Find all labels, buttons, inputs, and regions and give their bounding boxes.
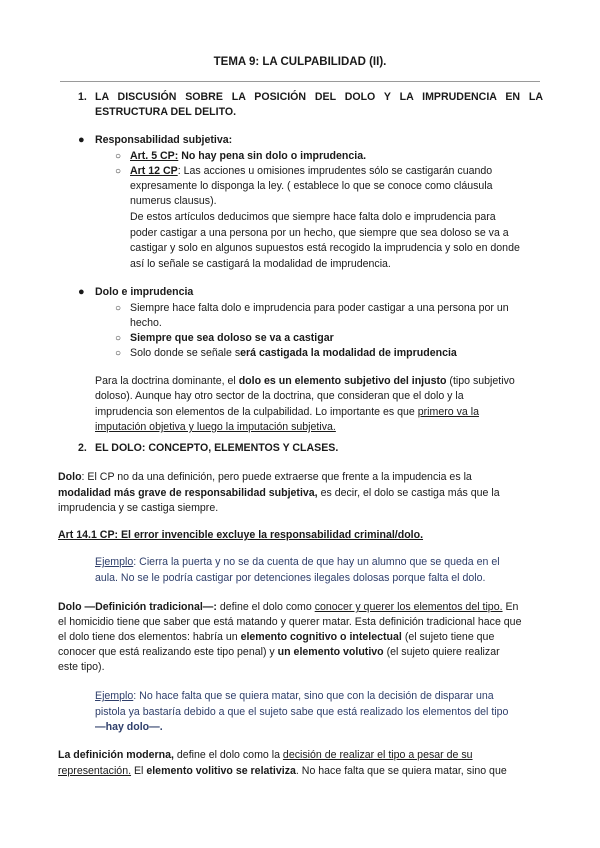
bullet2-sub3 [130,346,457,362]
example2-line1 [95,689,494,705]
modern-text: define el dolo como la [173,749,283,761]
traditional-term: Dolo —Definición tradicional—: [58,601,217,613]
section1-number: 1. [78,91,87,103]
dolo-def-line3: imprudencia y se castiga siempre. [58,502,219,514]
sub-bullet-icon: ○ [115,333,122,344]
bullet2-sub1-line2: hecho. [130,317,162,329]
bullet1-para-line1: De estos artículos deducimos que siempre hace falta dolo e imprudencia para [130,211,496,223]
doctrine-text: Para la doctrina dominante, el [95,375,239,387]
example1-line1 [95,555,500,571]
dolo-term: Dolo [58,471,82,483]
example2-line2: pistola ya bastaría debido a que el sujeto sabe que está realizado los elementos del tipo [95,706,509,718]
doctrine-line2: doloso). Aunque hay otro sector de la doctrina, que consideran que el dolo y la [95,390,464,402]
dolo-text: : El CP no da una definición, pero puede extraerse que frente a la impudencia es la [81,471,472,483]
bullet-marker: ● [78,286,85,298]
sub3-bold: erá castigada la modalidad de imprudencia [240,347,457,359]
modern-text: El [131,765,147,777]
doctrine-text: (tipo subjetivo [446,375,515,387]
bullet1-sub1 [130,149,366,165]
traditional-line1 [58,600,518,616]
doctrine-text: imprudencia son elementos de la culpabilidad. Lo importante es que [95,406,418,418]
doctrine-line1 [95,374,515,390]
section2-heading: EL DOLO: CONCEPTO, ELEMENTOS Y CLASES. [95,442,339,454]
dolo-def-line1 [58,470,472,486]
modern-line1 [58,748,473,764]
section1-heading-line2: ESTRUCTURA DEL DELITO. [95,106,237,118]
doctrine-line3 [95,405,479,421]
traditional-underlined: conocer y querer los elementos del tipo. [314,601,503,613]
dolo-bold: modalidad más grave de responsabilidad subjetiva, [58,487,318,499]
example-label: Ejemplo [95,690,134,702]
page-title: TEMA 9: LA CULPABILIDAD (II). [213,56,387,68]
bullet2-label: Dolo e imprudencia [95,286,194,298]
bullet-marker: ● [78,134,85,146]
doctrine-bold: dolo es un elemento subjetivo del injusto [238,375,447,387]
modern-text: . No hace falta que se quiera matar, sino que [295,765,507,777]
traditional-text: (el sujeto tiene que [401,631,495,643]
traditional-line2: el homicidio tiene que saber que está matando y querer matar. Esta definición tradicional hace que [58,616,522,628]
doctrine-underlined: primero va la [417,406,479,418]
traditional-line3 [58,630,494,646]
sub1-text: No hay pena sin dolo o imprudencia. [181,150,367,162]
dolo-text: es decir, el dolo se castiga más que la [317,487,500,499]
section2-number: 2. [78,442,87,454]
example1-line2: aula. No se le podría castigar por detenciones ilegales dolosas porque falta el dolo. [95,572,486,584]
traditional-text: el dolo tiene dos elementos: habría un [58,631,241,643]
modern-term: La definición moderna, [58,749,174,761]
bullet1-para-line2: poder castigar a una persona por un hecho, que siempre que sea doloso se va a [130,227,509,239]
bullet2-sub1-line1: Siempre hace falta dolo e imprudencia para poder castigar a una persona por un [130,302,509,314]
bullet2-sub2: Siempre que sea doloso se va a castigar [130,332,334,344]
sub-bullet-icon: ○ [115,303,122,314]
example-text: : No hace falta que se quiera matar, sino que con la decisión de disparar una [133,690,494,702]
modern-bold: elemento volitivo se relativiza [146,765,296,777]
traditional-line5: este tipo). [58,661,105,673]
traditional-text: (el sujeto quiere realizar [383,646,500,658]
example2-line3: —hay dolo—. [95,721,163,733]
art-14-1: Art 14.1 CP: El error invencible excluye la responsabilidad criminal/dolo. [58,529,424,541]
title-divider [60,81,540,82]
sub2-line1: : Las acciones u omisiones imprudentes sólo se castigarán cuando [177,165,493,177]
traditional-text: conocer que está realizando este tipo penal) y [58,646,278,658]
bullet1-sub2-line2: expresamente lo disponga la ley. ( establece lo que se conoce como cláusula [130,180,493,192]
bullet1-label: Responsabilidad subjetiva: [95,134,233,146]
traditional-text: define el dolo como [216,601,315,613]
sub3-plain: Solo donde se señale s [130,347,241,359]
article-ref: Art. 5 CP: [130,150,179,162]
section1-heading-line1: LA DISCUSIÓN SOBRE LA POSICIÓN DEL DOLO Y LA IMPRUDENCIA EN LA [95,91,543,103]
traditional-bold: elemento cognitivo o intelectual [240,631,402,643]
example-text: : Cierra la puerta y no se da cuenta de que hay un alumno que se queda en el [133,556,500,568]
modern-underlined: decisión de realizar el tipo a pesar de su [282,749,473,761]
dolo-def-line2 [58,486,500,502]
article-ref: Art 12 CP [130,165,178,177]
bullet1-para-line4: así lo señale se castigará la modalidad de imprudencia. [130,258,391,270]
bullet1-sub2-line3: numerus clausus). [130,195,217,207]
sub-bullet-icon: ○ [115,166,122,177]
example-label: Ejemplo [95,556,134,568]
modern-line2 [58,764,507,780]
bullet1-para-line3: castigar y solo en algunos supuestos está recogido la imprudencia y solo en donde [130,242,520,254]
sub-bullet-icon: ○ [115,348,122,359]
traditional-line4 [58,645,500,661]
traditional-text: En [502,601,519,613]
modern-underlined: representación. [58,765,132,777]
sub-bullet-icon: ○ [115,151,122,162]
bullet1-sub2-line1 [130,164,542,180]
doctrine-line4: imputación objetiva y luego la imputación subjetiva. [95,421,336,433]
traditional-bold: un elemento volutivo [277,646,384,658]
